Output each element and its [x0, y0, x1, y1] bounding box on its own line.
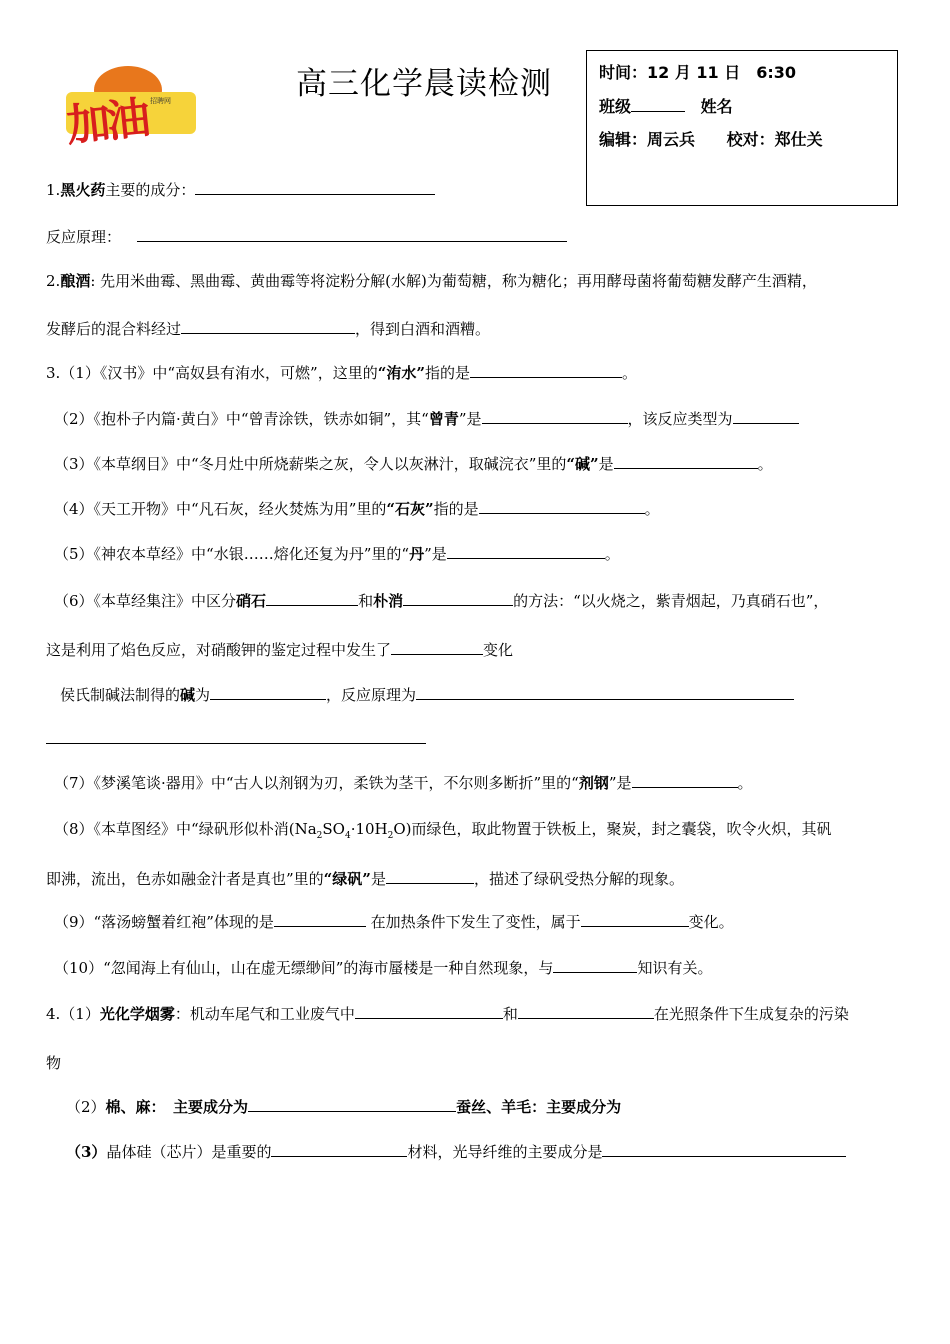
q3-8-line2 [46, 868, 684, 889]
q2-line1 [46, 270, 817, 291]
hou-blank-principle-cont[interactable] [46, 728, 426, 744]
hou-blank-product[interactable] [210, 684, 326, 700]
time-value: 12 月 11 日 6:30 [647, 63, 797, 82]
q3-10-text-b: 知识有关。 [637, 959, 713, 977]
q3-9 [54, 911, 734, 932]
q3-9-blank-2[interactable] [581, 911, 689, 927]
logo-text: 加油 [64, 92, 149, 153]
q4-1-number: 4.（1） [46, 1005, 100, 1023]
logo-small-text: 招聘网 [150, 97, 171, 105]
q3-7 [54, 772, 753, 793]
q2-blank[interactable] [181, 318, 355, 334]
class-label: 班级 [599, 97, 632, 116]
hou-keyword: 碱 [180, 686, 196, 704]
q2-number: 2. [46, 272, 61, 290]
q3-2-text-a: （2）《抱朴子内篇·黄白》中“曾青涂铁，铁赤如铜”，其“ [54, 410, 429, 428]
q3-3-blank[interactable] [614, 453, 758, 469]
q4-1-blank-2[interactable] [518, 1003, 654, 1019]
q3-7-text-a: （7）《梦溪笔谈·器用》中“古人以剂钢为刃，柔铁为茎干，不尔则多断折”里的“ [54, 774, 579, 792]
q3-6-text-d: 变化 [483, 641, 514, 659]
q3-8-line1 [54, 818, 832, 841]
q2-line2 [46, 318, 490, 339]
q3-8-sub-2: 4 [344, 831, 351, 841]
q3-5 [54, 543, 620, 564]
q3-9-text-c: 变化。 [688, 913, 734, 931]
q2-text: : 先用米曲霉、黑曲霉、黄曲霉等将淀粉分解(水解)为葡萄糖，称为糖化；再用酵母菌将葡萄糖发酵产生酒精， [90, 272, 817, 290]
hou-text-b: 为 [195, 686, 211, 704]
q2-text-a: 发酵后的混合料经过 [46, 320, 182, 338]
q3-7-text-c: 。 [737, 774, 753, 792]
hou-process-line2 [46, 728, 426, 748]
q4-1-text-c: 物 [46, 1054, 62, 1072]
q2-text-b: ，得到白酒和酒糟。 [355, 320, 491, 338]
q3-6-keyword-puxiao: 朴消 [373, 592, 404, 610]
q3-6-text-and: 和 [358, 592, 374, 610]
q3-4-text-b: 指的是 [433, 500, 479, 518]
q3-8-blank[interactable] [386, 868, 474, 884]
q4-1-text-a: ：机动车尾气和工业废气中 [174, 1005, 355, 1023]
time-label: 时间： [599, 63, 648, 82]
q4-1-blank-1[interactable] [355, 1003, 503, 1019]
q3-3 [54, 453, 773, 474]
q3-1-text-c: 。 [621, 364, 637, 382]
q3-6-keyword-saltpeter: 硝石 [236, 592, 267, 610]
page-title: 高三化学晨读检测 [296, 66, 552, 102]
q3-3-text-b: 是 [598, 455, 614, 473]
q3-1-keyword: “洧水” [377, 364, 425, 382]
q4-2 [66, 1096, 621, 1117]
q4-1-text-and: 和 [502, 1005, 518, 1023]
q1-text: 主要的成分： [105, 181, 196, 199]
q3-10 [54, 957, 712, 978]
q3-10-text-a: （10）“忽闻海上有仙山，山在虚无缥缈间”的海市蜃楼是一种自然现象，与 [54, 959, 554, 977]
proofreader: 校对：郑仕关 [726, 130, 823, 149]
q1-blank-principle[interactable] [137, 226, 567, 242]
q3-8-text-d: ，描述了绿矾受热分解的现象。 [473, 870, 684, 888]
q4-1-keyword: 光化学烟雾 [99, 1005, 175, 1023]
q1-blank-composition[interactable] [195, 179, 435, 195]
q3-6-line1 [54, 590, 828, 611]
q3-6-line2 [46, 639, 513, 660]
q1-principle-label: 反应原理： [46, 228, 122, 246]
q1-keyword: 黑火药 [60, 181, 106, 199]
q4-1-text-b: 在光照条件下生成复杂的污染 [653, 1005, 849, 1023]
q3-4 [54, 498, 660, 519]
q3-1 [46, 362, 637, 383]
q3-10-blank[interactable] [553, 957, 637, 973]
q3-9-blank-1[interactable] [274, 911, 366, 927]
q4-3-text-b: 材料，光导纤维的主要成分是 [407, 1143, 603, 1161]
q3-1-text-a: 3.（1）《汉书》中“高奴县有洧水，可燃”，这里的 [46, 364, 378, 382]
hou-text-c: ，反应原理为 [326, 686, 417, 704]
q3-1-blank[interactable] [470, 362, 622, 378]
q3-8-text-b: 即沸，流出，色赤如融金汁者是真也”里的 [46, 870, 324, 888]
q3-6-blank-2[interactable] [403, 590, 513, 606]
q3-2-text-b: ”是 [458, 410, 482, 428]
hou-text-a: 侯氏制碱法制得的 [60, 686, 181, 704]
q3-2-text-c: ，该反应类型为 [627, 410, 733, 428]
q3-7-keyword: 剂钢 [578, 774, 609, 792]
logo [56, 64, 206, 153]
q3-8-sub-1: 2 [316, 831, 323, 841]
name-label: 姓名 [700, 97, 733, 116]
q3-1-text-b: 指的是 [424, 364, 470, 382]
q3-3-text-a: （3）《本草纲目》中“冬月灶中所烧薪柴之灰，令人以灰淋汁，取碱浣衣”里的 [54, 455, 567, 473]
q1-line2 [46, 226, 567, 247]
q1-line1 [46, 179, 435, 200]
q1-number: 1. [46, 181, 61, 199]
q4-2-blank-1[interactable] [248, 1096, 456, 1112]
info-box [586, 50, 898, 206]
time-row [599, 60, 796, 83]
q3-6-text-a: （6）《本草经集注》中区分 [54, 592, 237, 610]
q4-1-line1 [46, 1003, 849, 1024]
q3-6-blank-1[interactable] [266, 590, 358, 606]
q3-2-keyword: 曾青 [428, 410, 459, 428]
q3-6-blank-3[interactable] [391, 639, 483, 655]
hou-blank-principle[interactable] [416, 684, 794, 700]
q3-8-text-c: 是 [370, 870, 386, 888]
q3-8-text-a4: O)而绿色，取此物置于铁板上，聚炭，封之囊袋，吹令火炽，其矾 [393, 820, 832, 838]
q3-8-text-a2: SO [322, 820, 345, 838]
q3-8-text-a3: ·10H [350, 820, 388, 838]
q3-8-text-a: （8）《本草图经》中“绿矾形似朴消(Na [54, 820, 317, 838]
q3-5-text-a: （5）《神农本草经》中“水银……熔化还复为丹”里的“ [54, 545, 410, 563]
q3-9-text-b: 在加热条件下发生了变性，属于 [365, 913, 581, 931]
q3-4-text-c: 。 [644, 500, 660, 518]
q4-3 [66, 1141, 846, 1162]
q3-6-text-b: 的方法：“以火烧之，紫青烟起，乃真硝石也”， [513, 592, 829, 610]
q4-1-line2 [46, 1052, 61, 1073]
q3-5-keyword: 丹 [409, 545, 425, 563]
q4-2-number: （2） [66, 1098, 106, 1116]
q3-3-text-c: 。 [757, 455, 773, 473]
q3-3-keyword: “碱” [566, 455, 599, 473]
q4-2-text-cotton: 棉、麻： 主要成分为 [105, 1098, 249, 1116]
q4-3-number: （3） [66, 1143, 107, 1161]
q3-2 [54, 408, 799, 429]
class-blank[interactable] [631, 96, 685, 112]
q4-3-blank-2[interactable] [602, 1141, 846, 1157]
q3-4-blank[interactable] [479, 498, 645, 514]
hou-process-line [60, 684, 794, 705]
credits-row [599, 127, 823, 150]
q3-5-blank[interactable] [447, 543, 605, 559]
q4-3-blank-1[interactable] [271, 1141, 407, 1157]
editor: 编辑：周云兵 [599, 130, 696, 149]
q3-6-text-c: 这是利用了焰色反应，对硝酸钾的鉴定过程中发生了 [46, 641, 392, 659]
q3-9-text-a: （9）“落汤螃蟹着红袍”体现的是 [54, 913, 274, 931]
q3-8-keyword: “绿矾” [323, 870, 371, 888]
q3-7-text-b: ”是 [608, 774, 632, 792]
q3-4-keyword: “石灰” [386, 500, 434, 518]
q3-5-text-c: 。 [604, 545, 620, 563]
q2-keyword: 酿酒 [60, 272, 91, 290]
q3-2-blank-reaction-type[interactable] [733, 408, 799, 424]
q3-8-sub-3: 2 [387, 831, 394, 841]
q3-4-text-a: （4）《天工开物》中“凡石灰，经火焚炼为用”里的 [54, 500, 387, 518]
q3-7-blank[interactable] [632, 772, 738, 788]
q4-2-text-silk: 蚕丝、羊毛：主要成分为 [456, 1098, 622, 1116]
q3-2-blank-substance[interactable] [482, 408, 628, 424]
class-name-row [599, 94, 733, 117]
q4-3-text-a: 晶体硅（芯片）是重要的 [106, 1143, 272, 1161]
q3-5-text-b: ”是 [424, 545, 447, 563]
